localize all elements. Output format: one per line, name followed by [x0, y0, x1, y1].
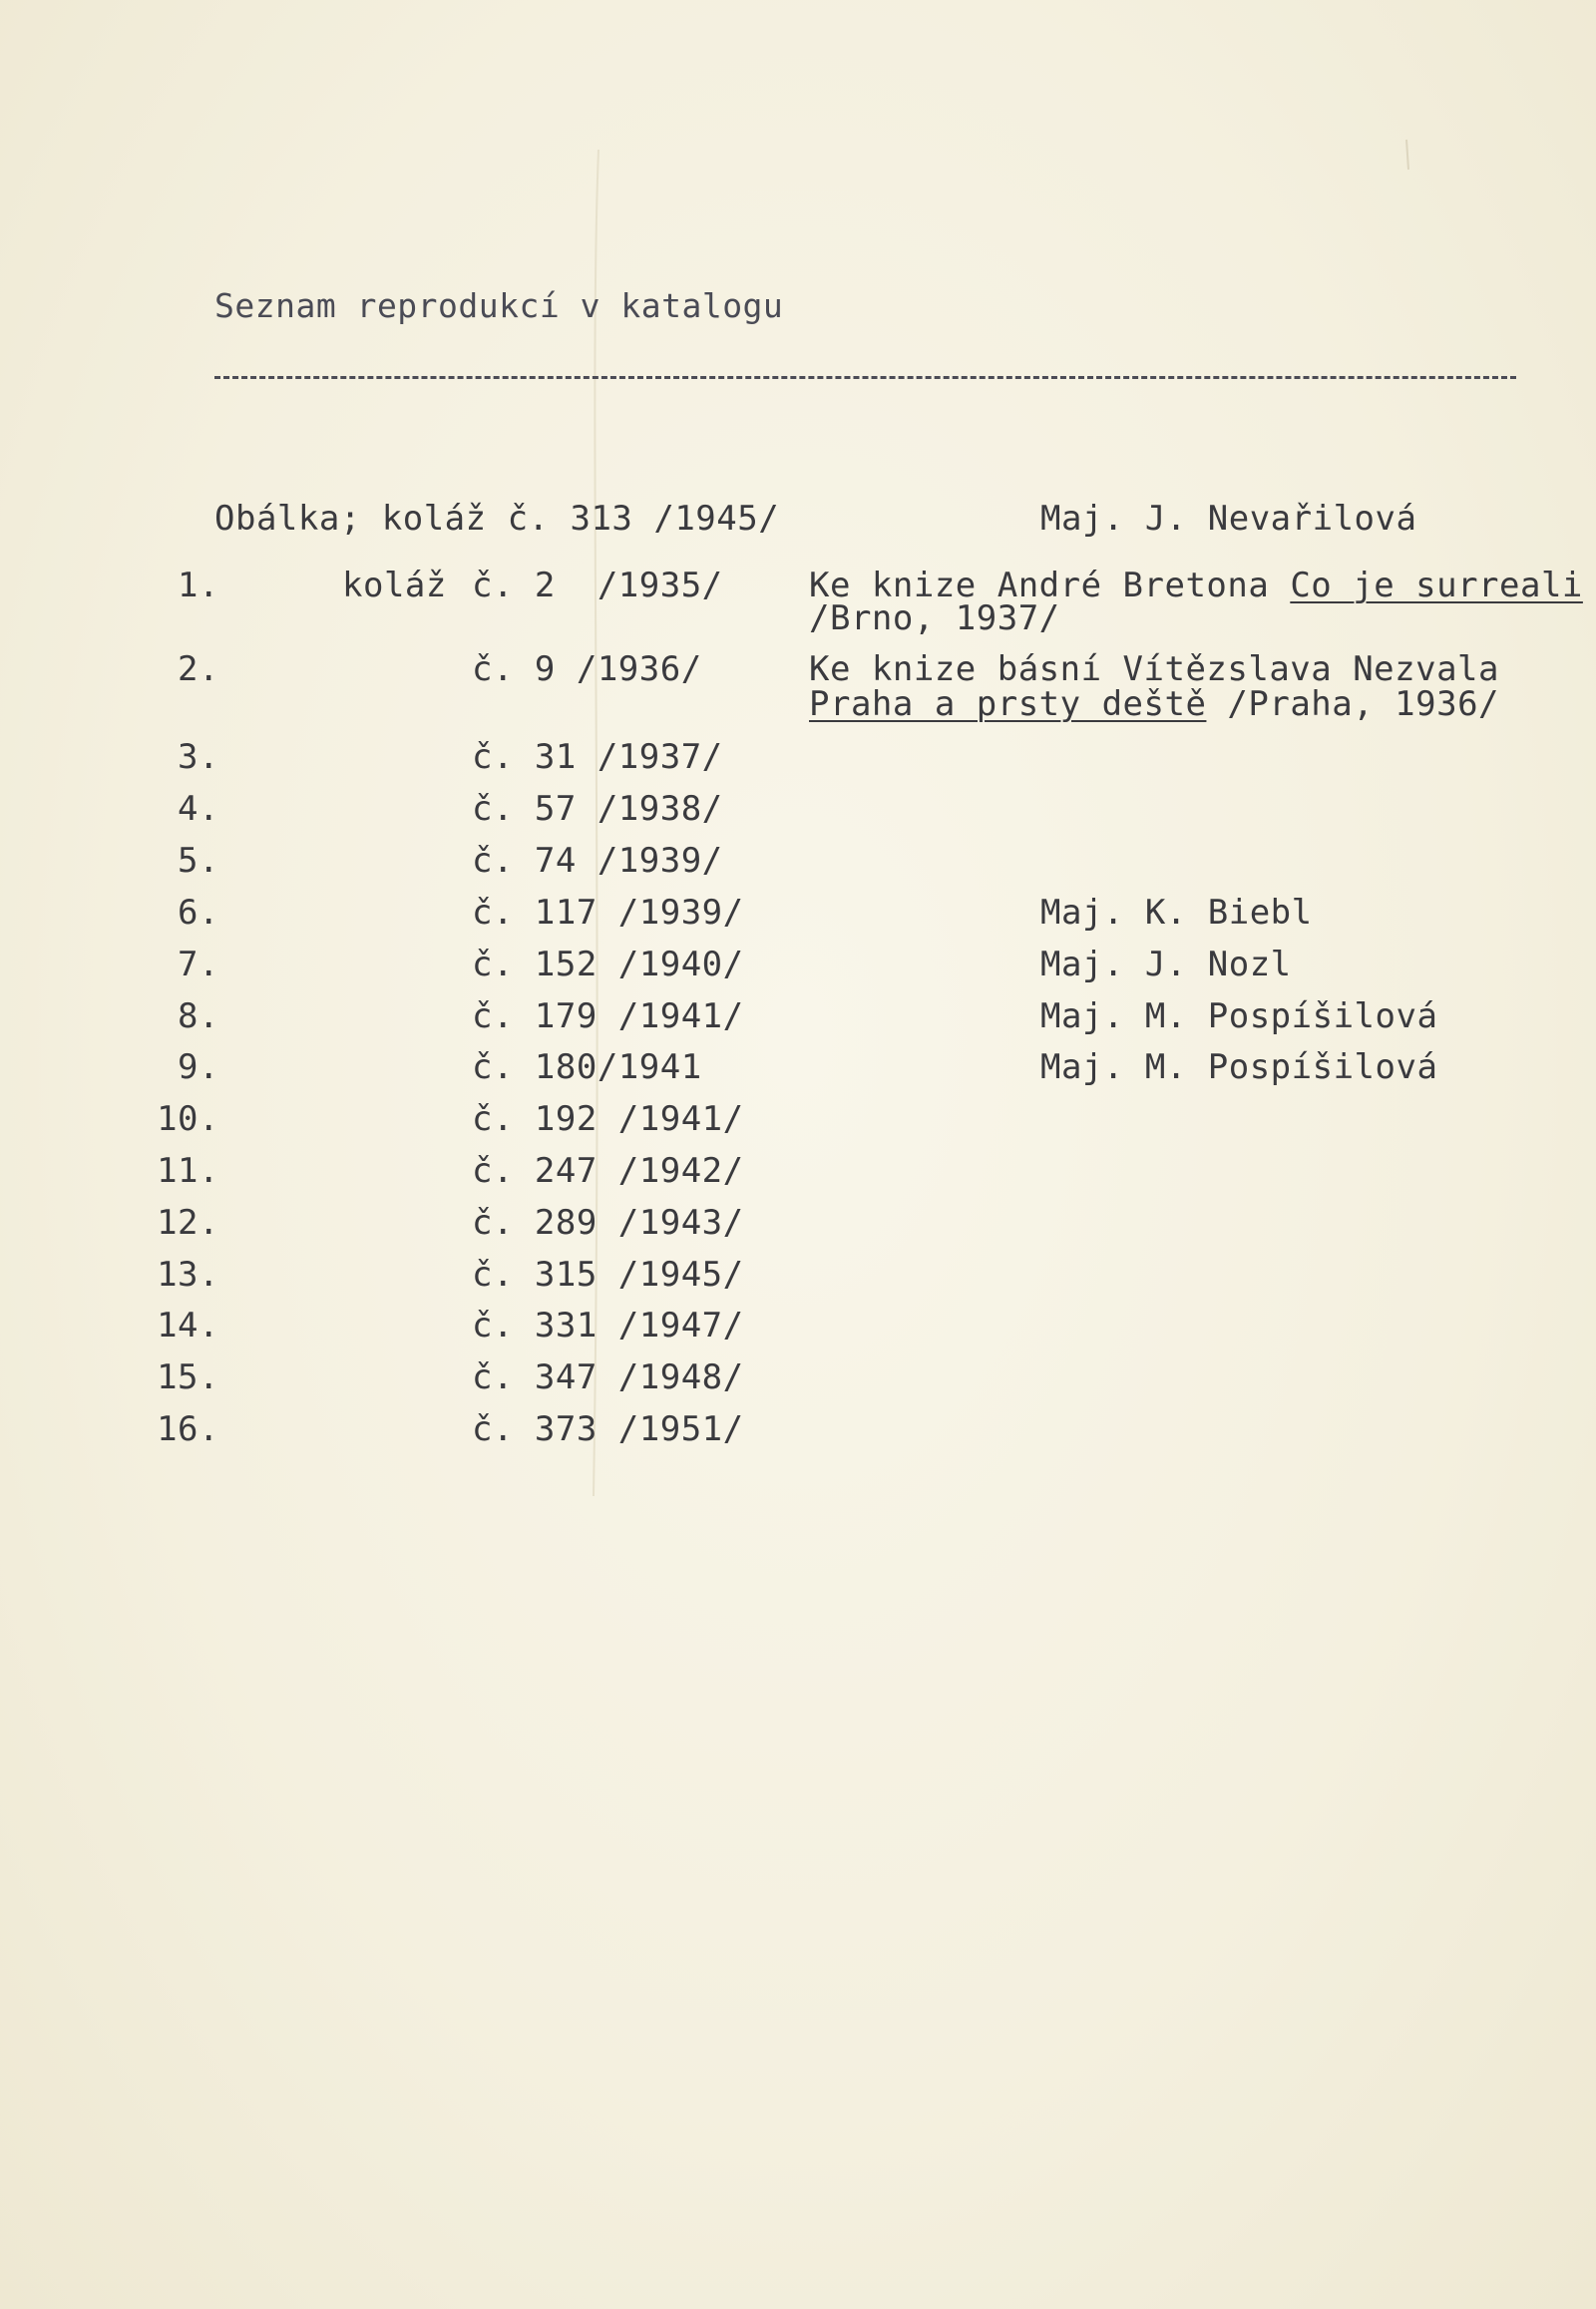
item-owner: Maj. M. Pospíšilová — [1040, 1047, 1438, 1087]
item-number: 15. — [157, 1357, 219, 1397]
item-prefix: koláž — [342, 566, 447, 605]
item-number: 12. — [157, 1203, 219, 1243]
item-ref: č. 247 /1942/ — [472, 1151, 744, 1191]
item-ref: č. 331 /1947/ — [472, 1306, 744, 1346]
item-number: 5. — [178, 841, 219, 881]
item-note: Ke knize básní Vítězslava Nezvala — [809, 649, 1500, 689]
item-ref: č. 315 /1945/ — [472, 1255, 744, 1295]
item-note-line2 — [809, 684, 1500, 724]
item-note — [809, 566, 1583, 605]
item-number: 11. — [157, 1151, 219, 1191]
item-owner: Maj. M. Pospíšilová — [1040, 996, 1438, 1036]
item-number: 9. — [178, 1047, 219, 1087]
item-ref: č. 9 /1936/ — [472, 649, 702, 689]
item-note-line2: /Brno, 1937/ — [809, 598, 1060, 638]
item-ref: č. 347 /1948/ — [472, 1357, 744, 1397]
note-text: Ke knize André Bretona — [809, 566, 1291, 605]
book-title: Praha a prsty deště — [809, 684, 1207, 724]
item-number: 2. — [178, 649, 219, 689]
item-ref: č. 74 /1939/ — [472, 841, 723, 881]
item-ref: č. 2 /1935/ — [472, 566, 723, 605]
item-owner: Maj. K. Biebl — [1040, 893, 1313, 933]
item-number: 10. — [157, 1099, 219, 1139]
item-number: 1. — [178, 566, 219, 605]
title-divider — [214, 376, 1516, 379]
item-ref: č. 180/1941 — [472, 1047, 702, 1087]
item-number: 8. — [178, 996, 219, 1036]
item-ref: č. 31 /1937/ — [472, 737, 723, 777]
item-owner: Maj. J. Nozl — [1040, 945, 1292, 984]
cover-owner: Maj. J. Nevařilová — [1040, 499, 1417, 539]
cover-label: Obálka; koláž č. 313 /1945/ — [214, 499, 780, 539]
item-number: 4. — [178, 789, 219, 829]
item-ref: č. 289 /1943/ — [472, 1203, 744, 1243]
item-number: 6. — [178, 893, 219, 933]
item-ref: č. 117 /1939/ — [472, 893, 744, 933]
book-title: Co je surreali — [1290, 566, 1583, 605]
item-number: 14. — [157, 1306, 219, 1346]
note-text: /Praha, 1936/ — [1206, 684, 1500, 724]
item-number: 3. — [178, 737, 219, 777]
item-number: 16. — [157, 1409, 219, 1449]
item-number: 13. — [157, 1255, 219, 1295]
item-ref: č. 152 /1940/ — [472, 945, 744, 984]
page-title: Seznam reprodukcí v katalogu — [214, 286, 784, 325]
item-number: 7. — [178, 945, 219, 984]
item-ref: č. 192 /1941/ — [472, 1099, 744, 1139]
item-ref: č. 57 /1938/ — [472, 789, 723, 829]
item-ref: č. 373 /1951/ — [472, 1409, 744, 1449]
item-ref: č. 179 /1941/ — [472, 996, 744, 1036]
